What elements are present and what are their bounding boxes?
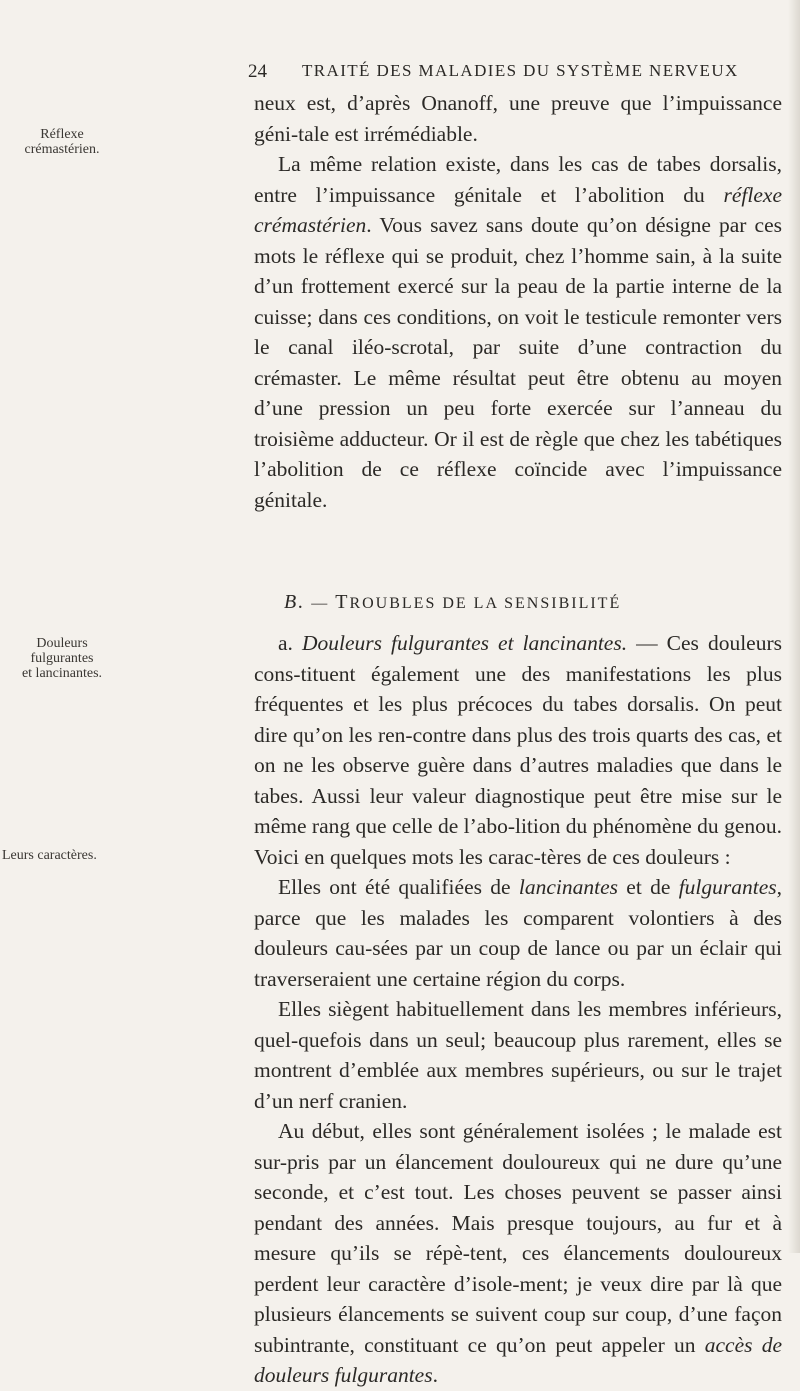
text-run: . bbox=[432, 1363, 438, 1387]
section-initial: T bbox=[335, 591, 350, 613]
margin-note-line: Réflexe bbox=[40, 127, 84, 142]
paragraph-reflexe bbox=[254, 149, 782, 515]
body-text-bottom bbox=[254, 628, 782, 1391]
page-number: 24 bbox=[248, 61, 267, 82]
body-text-top bbox=[254, 88, 782, 515]
text-run: . Vous savez sans doute qu’on désigne par ces mots le réflexe qui se produit, chez l’homme sain, à la suite d’un frottement exercé sur la peau de la partie interne de la cuisse; dans ces conditions, on voit le testicule remonter vers le canal iléo-scrotal, par suite d’une contraction du crémaster. Le même résultat peut être obtenu au moyen d’une pression un peu forte exercée sur l’anneau du troisième adducteur. Or il est de règle que chez les tabétiques l’abolition de ce réflexe coïncide avec l’impuissance génitale. bbox=[254, 213, 782, 512]
text-run: et de bbox=[617, 875, 679, 899]
paragraph-qualifiees bbox=[254, 872, 782, 994]
page-header bbox=[248, 61, 800, 91]
italic-term: lancinantes bbox=[518, 875, 618, 899]
margin-note-line: crémastérien. bbox=[24, 142, 100, 157]
text-run: , parce que les malades les comparent volontiers à des douleurs cau-sées par un coup de lance ou par un éclair qui traverseraient une certaine région du corps. bbox=[254, 875, 783, 991]
text-run: La même relation existe, dans les cas de tabes dorsalis, entre l’impuissance génitale et l’abolition du bbox=[254, 152, 782, 207]
italic-term: accès de douleurs fulgurantes bbox=[254, 1332, 782, 1387]
paragraph: neux est, d’après Onanoff, une preuve que l’impuissance géni-tale est irrémédiable. bbox=[254, 91, 782, 146]
section-title-text: ROUBLES DE LA SENSIBILITÉ bbox=[349, 595, 622, 612]
text-run: Au début, elles sont généralement isolées ; le malade est sur-pris par un élancement douloureux qui ne dure qu’une seconde, et c’est tout. Les choses peuvent se passer ainsi pendant des années. Mais presque toujours, au fur et à mesure qu’ils se répè-tent, ces élancements douloureux perdent leur caractère d’isole-ment; je veux dire par là que plusieurs élancements se suivent coup sur coup, d’une façon subintrante, constituant ce qu’on peut appeler un bbox=[254, 1119, 782, 1357]
margin-note-douleurs bbox=[0, 636, 124, 681]
margin-note-line: fulgurantes bbox=[30, 651, 94, 666]
italic-term: fulgurantes bbox=[678, 875, 777, 899]
paragraph-douleurs bbox=[254, 628, 782, 872]
margin-note-line: et lancinantes. bbox=[21, 666, 103, 681]
section-letter: B. bbox=[284, 591, 306, 613]
paragraph-siegent: Elles siègent habituellement dans les membres inférieurs, quel-quefois dans un seul; beaucoup plus rarement, elles se montrent d’emblée aux membres supérieurs, ou sur le trajet d’un nerf cranien. bbox=[254, 997, 782, 1113]
page-edge-shadow bbox=[788, 0, 800, 1253]
margin-note-line: Douleurs bbox=[36, 636, 88, 651]
italic-subheading: Douleurs fulgurantes et lancinantes. bbox=[301, 631, 628, 655]
section-heading bbox=[284, 591, 782, 614]
text-run: Elles ont été qualifiées de bbox=[278, 875, 519, 899]
section-dash: — bbox=[305, 595, 336, 612]
paragraph-debut bbox=[254, 1116, 782, 1391]
italic-term: réflexe crémastérien bbox=[254, 182, 782, 237]
margin-note-reflexe bbox=[0, 127, 124, 157]
text-run: a. bbox=[278, 631, 302, 655]
text-run: — Ces douleurs cons-tituent également une des manifestations les plus fréquentes et les plus précoces du tabes dorsalis. On peut dire qu’on les ren-contre dans plus des trois quarts des cas, et on ne les observe guère dans d’autres maladies que dans le tabes. Aussi leur valeur diagnostique peut être mise sur le même rang que celle de l’abo-lition du phénomène du genou. Voici en quelques mots les carac-tères de ces douleurs : bbox=[254, 631, 782, 869]
running-title: TRAITÉ DES MALADIES DU SYSTÈME NERVEUX bbox=[302, 61, 739, 80]
margin-note-caracteres: Leurs caractères. bbox=[2, 848, 97, 863]
